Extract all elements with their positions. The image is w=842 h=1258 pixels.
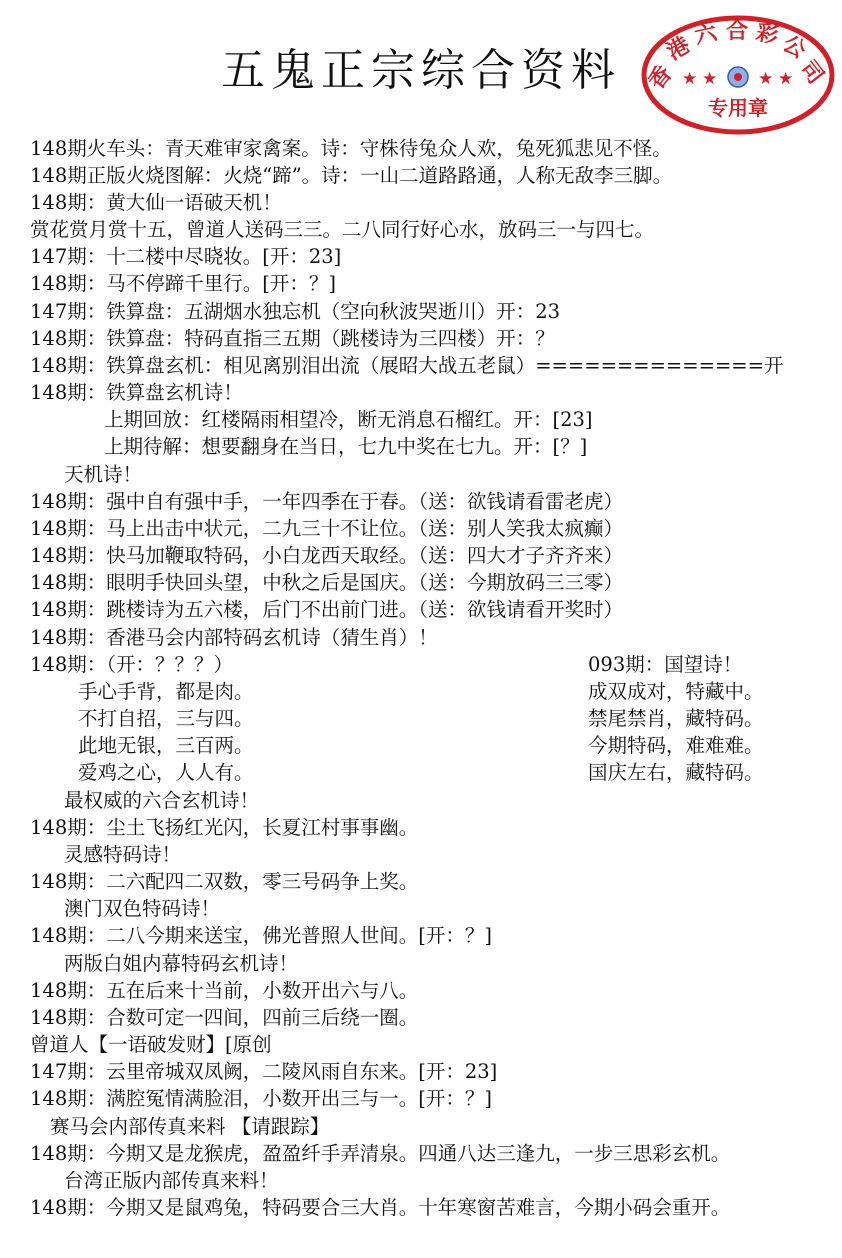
right-column-line: 成双成对，特藏中。 <box>588 680 764 703</box>
text-line: 148期：满腔冤情满脸泪，小数开出三与一。[开：？] <box>30 1087 492 1110</box>
svg-text:★: ★ <box>682 69 698 89</box>
text-line: 148期：香港马会内部特码玄机诗（猜生肖）！ <box>30 626 438 649</box>
text-line: 148期：尘土飞扬红光闪，长夏江村事事幽。 <box>30 816 419 839</box>
section-heading: 最权威的六合玄机诗！ <box>64 789 260 812</box>
svg-text:司: 司 <box>794 56 829 90</box>
text-line: 148期：今期又是龙猴虎，盈盈纤手弄清泉。四通八达三逢九，一步三思彩玄机。 <box>30 1142 731 1165</box>
text-line: 148期：合数可定一四间，四前三后绕一圈。 <box>30 1006 419 1029</box>
section-heading: 天机诗！ <box>64 463 143 486</box>
text-line: 148期：（开：？？？） <box>30 653 233 676</box>
flower-emblem-icon <box>728 67 748 87</box>
svg-text:★: ★ <box>702 69 718 89</box>
svg-text:彩: 彩 <box>753 20 781 50</box>
text-line: 148期：眼明手快回头望，中秋之后是国庆。（送：今期放码三三零） <box>30 571 623 594</box>
svg-text:香: 香 <box>644 61 678 95</box>
company-seal <box>640 14 836 136</box>
svg-text:港: 港 <box>662 32 695 66</box>
right-column-line: 国庆左右，藏特码。 <box>588 761 764 784</box>
text-line: 148期：五在后来十当前，小数开出六与八。 <box>30 979 419 1002</box>
svg-text:★: ★ <box>758 69 774 89</box>
svg-text:公: 公 <box>778 31 810 64</box>
section-heading: 两版白姐内幕特码玄机诗！ <box>64 952 299 975</box>
svg-text:六: 六 <box>692 20 720 50</box>
section-heading: 澳门双色特码诗！ <box>64 897 221 920</box>
section-heading: 台湾正版内部传真来料！ <box>64 1169 279 1192</box>
svg-text:★: ★ <box>778 69 794 89</box>
svg-text:专用章: 专用章 <box>708 96 768 120</box>
text-line: 148期：铁算盘玄机：相见离别泪出流（展昭大战五老鼠）==============开 <box>30 354 784 377</box>
section-heading: 灵感特码诗！ <box>64 843 182 866</box>
text-line: 上期待解：想要翻身在当日，七九中奖在七九。开：[？] <box>104 435 588 458</box>
text-line: 148期：马上出击中状元，二九三十不让位。（送：别人笑我太疯癫） <box>30 517 623 540</box>
text-line: 148期：快马加鞭取特码，小白龙西天取经。（送：四大才子齐齐来） <box>30 544 623 567</box>
text-line: 147期：铁算盘：五湖烟水独忘机（空向秋波哭逝川）开：23 <box>30 300 561 323</box>
svg-text:合: 合 <box>726 19 749 44</box>
text-line: 148期火车头：青天难审家禽案。诗：守株待兔众人欢，兔死狐悲见不怪。 <box>30 137 672 160</box>
text-line: 147期：云里帝城双凤阙，二陵风雨自东来。[开：23] <box>30 1060 498 1083</box>
poem-line: 爱鸡之心，人人有。 <box>78 761 254 784</box>
right-column-line: 禁尾禁肖，藏特码。 <box>588 707 764 730</box>
right-column-heading: 093期：国望诗！ <box>588 653 743 676</box>
text-line: 148期：黄大仙一语破天机！ <box>30 191 282 214</box>
text-line: 148期：铁算盘：特码直指三五期（跳楼诗为三四楼）开：？ <box>30 327 555 350</box>
text-line: 148期：强中自有强中手，一年四季在于春。（送：欲钱请看雷老虎） <box>30 490 623 513</box>
text-line: 曾道人【一语破发财】[原创 <box>30 1033 272 1056</box>
text-line: 148期：二八今期来送宝，佛光普照人世间。[开：？] <box>30 924 492 947</box>
page-title: 五鬼正宗综合资料 <box>221 45 621 96</box>
right-column-line: 今期特码，难难难。 <box>588 734 764 757</box>
text-line: 148期正版火烧图解：火烧“蹄”。诗：一山二道路路通，人称无敌李三脚。 <box>30 164 673 187</box>
poem-line: 不打自招，三与四。 <box>78 707 254 730</box>
text-line: 148期：跳楼诗为五六楼，后门不出前门进。（送：欲钱请看开奖时） <box>30 598 623 621</box>
text-line: 148期：马不停蹄千里行。[开：？] <box>30 272 336 295</box>
poem-line: 此地无银，三百两。 <box>78 734 254 757</box>
text-line: 赏花赏月赏十五，曾道人送码三三。二八同行好心水，放码三一与四七。 <box>30 218 655 241</box>
text-line: 147期：十二楼中尽晓妆。[开：23] <box>30 245 342 268</box>
poem-line: 手心手背，都是肉。 <box>78 680 254 703</box>
section-heading: 赛马会内部传真来料 【请跟踪】 <box>50 1115 330 1138</box>
text-line: 148期：铁算盘玄机诗！ <box>30 381 243 404</box>
text-line: 上期回放：红楼隔雨相望冷，断无消息石榴红。开：[23] <box>104 408 593 431</box>
text-line: 148期：今期又是鼠鸡兔，特码要合三大肖。十年寒窗苦难言，今期小码会重开。 <box>30 1196 731 1219</box>
text-line: 148期：二六配四二双数，零三号码争上奖。 <box>30 870 419 893</box>
